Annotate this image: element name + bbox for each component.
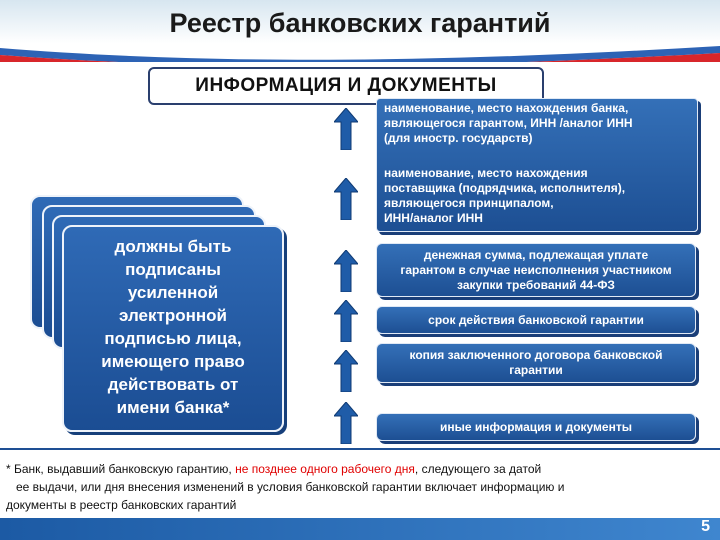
info-item-other: иные информация и документы (376, 413, 696, 441)
footnote-deadline: не позднее одного рабочего дня (235, 462, 415, 476)
page-title: Реестр банковских гарантий (169, 8, 551, 38)
up-arrow-icon (334, 300, 358, 342)
footnote-panel (0, 448, 720, 520)
page-number: 5 (701, 518, 710, 535)
flag-stripes-graphic (0, 36, 720, 62)
info-item-contract-copy: копия заключенного договора банковской гарантии (376, 343, 696, 383)
up-arrow-icon (334, 350, 358, 392)
footnote-text: * Банк, выдавший банковскую гарантию, не позднее одного рабочего дня, следующего за датой ее выдачи, или дня внесения изменений в условия банковской гарантии включает информацию и документы в реестр банковских гарантий (6, 462, 565, 512)
up-arrow-icon (334, 108, 358, 150)
info-item-amount: денежная сумма, подлежащая уплате гарантом в случае неисполнения участником закупки требований 44-ФЗ (376, 243, 696, 297)
info-item-bank: наименование, место нахождения банка, являющегося гарантом, ИНН /аналог ИНН (для иностр. государств) (384, 101, 633, 145)
info-item-supplier: наименование, место нахождения поставщика (подрядчика, исполнителя), являющегося принципалом, ИНН/аналог ИНН (384, 166, 626, 225)
up-arrow-icon (334, 250, 358, 292)
up-arrow-icon (334, 402, 358, 444)
up-arrow-icon (334, 178, 358, 220)
footer-bar (0, 518, 720, 540)
section-heading: ИНФОРМАЦИЯ И ДОКУМЕНТЫ (148, 67, 544, 105)
info-item-term: срок действия банковской гарантии (376, 306, 696, 334)
signature-requirement-card: должны быть подписаны усиленной электронной подписью лица, имеющего право действовать от имени банка* (62, 225, 284, 432)
